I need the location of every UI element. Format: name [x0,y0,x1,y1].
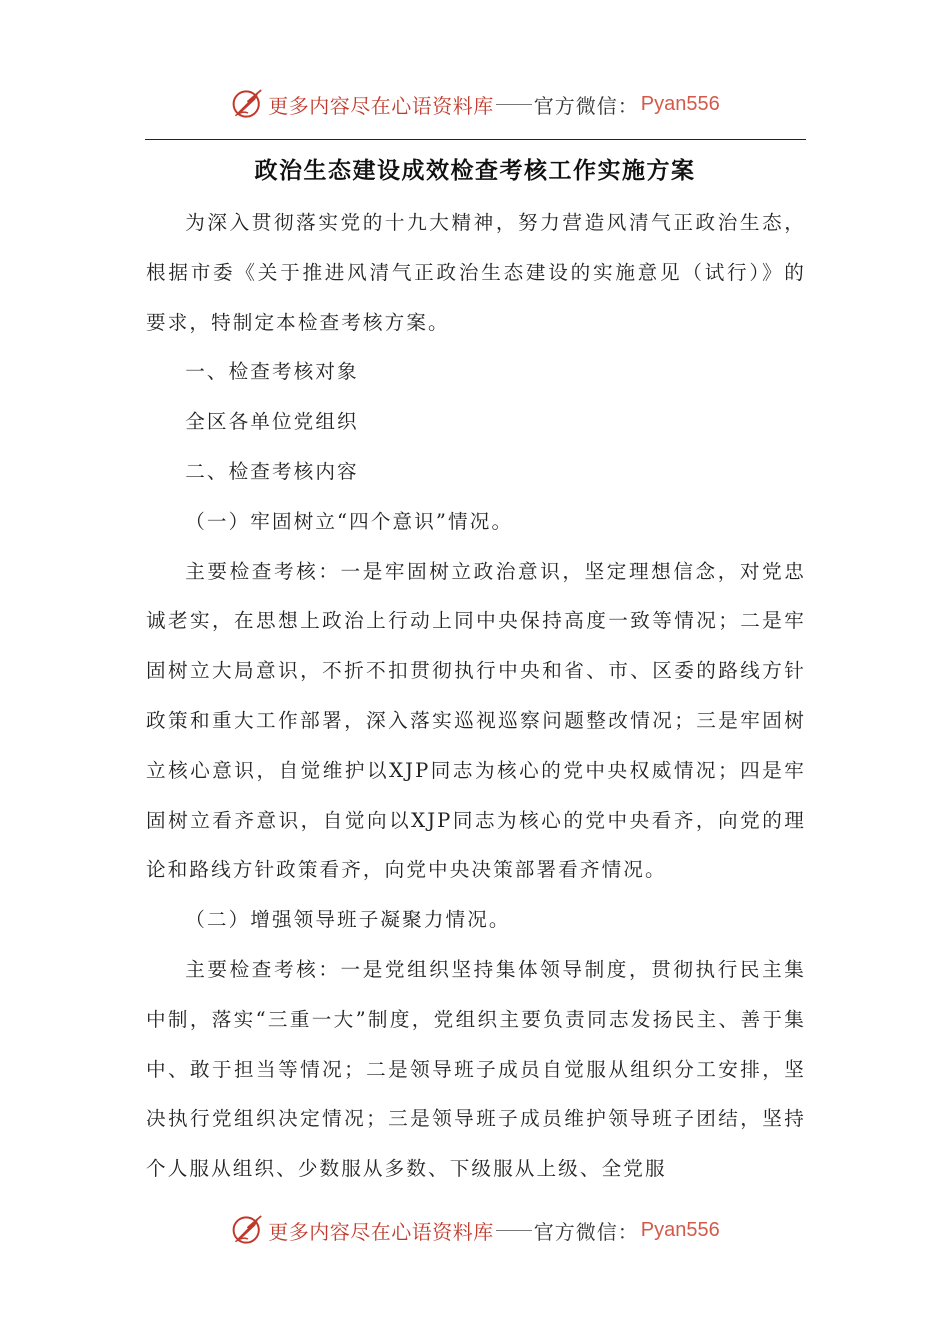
document-title: 政治生态建设成效检查考核工作实施方案 [254,158,696,184]
watermark-official-label: 官方微信： [533,93,639,118]
pen-logo-icon [230,86,266,122]
paragraph-four-consciousness: 主要检查考核：一是牢固树立政治意识，坚定理想信念，对党忠诚老实，在思想上政治上行动上同中央保持高度一致等情况；二是牢固树立大局意识，不折不扣贯彻执行中央和省、市、区委的路线方针政策和重大工作部署，深入落实巡视巡察问题整改情况；三是牢固树立核心意识，自觉维护以XJP同志为核心的党中央权威情况；四是牢固树立看齐意识，自觉向以XJP同志为核心的党中央看齐，向党的理论和路线方针政策看齐，向党中央决策部署看齐情况。 [146,559,806,882]
footer-watermark [0,1206,950,1254]
section-heading-2: 二、检查考核内容 [185,459,359,483]
watermark-dash [496,104,532,105]
section-heading-1: 一、检查考核对象 [185,360,359,384]
watermark-dash [496,1230,532,1231]
header-watermark [0,80,950,128]
paragraph-intro: 为深入贯彻落实党的十九大精神，努力营造风清气正政治生态，根据市委《关于推进风清气正政治生态建设的实施意见（试行）》的要求，特制定本检查考核方案。 [146,211,806,334]
watermark-wechat-id: Pyan556 [640,1218,720,1241]
header-divider [145,139,806,140]
paragraph-leadership-cohesion: 主要检查考核：一是党组织坚持集体领导制度，贯彻执行民主集中制，落实“三重一大”制度，党组织主要负责同志发扬民主、善于集中、敢于担当等情况；二是领导班子成员自觉服从组织分工安排，坚决执行党组织决定情况；三是领导班子成员维护领导班子团结，坚持个人服从组织、少数服从多数、下级服从上级、全党服 [146,957,806,1181]
watermark-brand-text: 更多内容尽在心语资料库 [268,93,494,118]
watermark-wechat-id: Pyan556 [640,92,720,115]
paragraph-targets: 全区各单位党组织 [185,410,359,434]
subsection-heading-2: （二）增强领导班子凝聚力情况。 [185,908,511,932]
watermark-official-label: 官方微信： [533,1219,639,1244]
watermark-brand-text: 更多内容尽在心语资料库 [268,1219,494,1244]
subsection-heading-1: （一）牢固树立“四个意识”情况。 [185,509,514,533]
pen-logo-icon [230,1212,266,1248]
document-body [146,198,806,1194]
